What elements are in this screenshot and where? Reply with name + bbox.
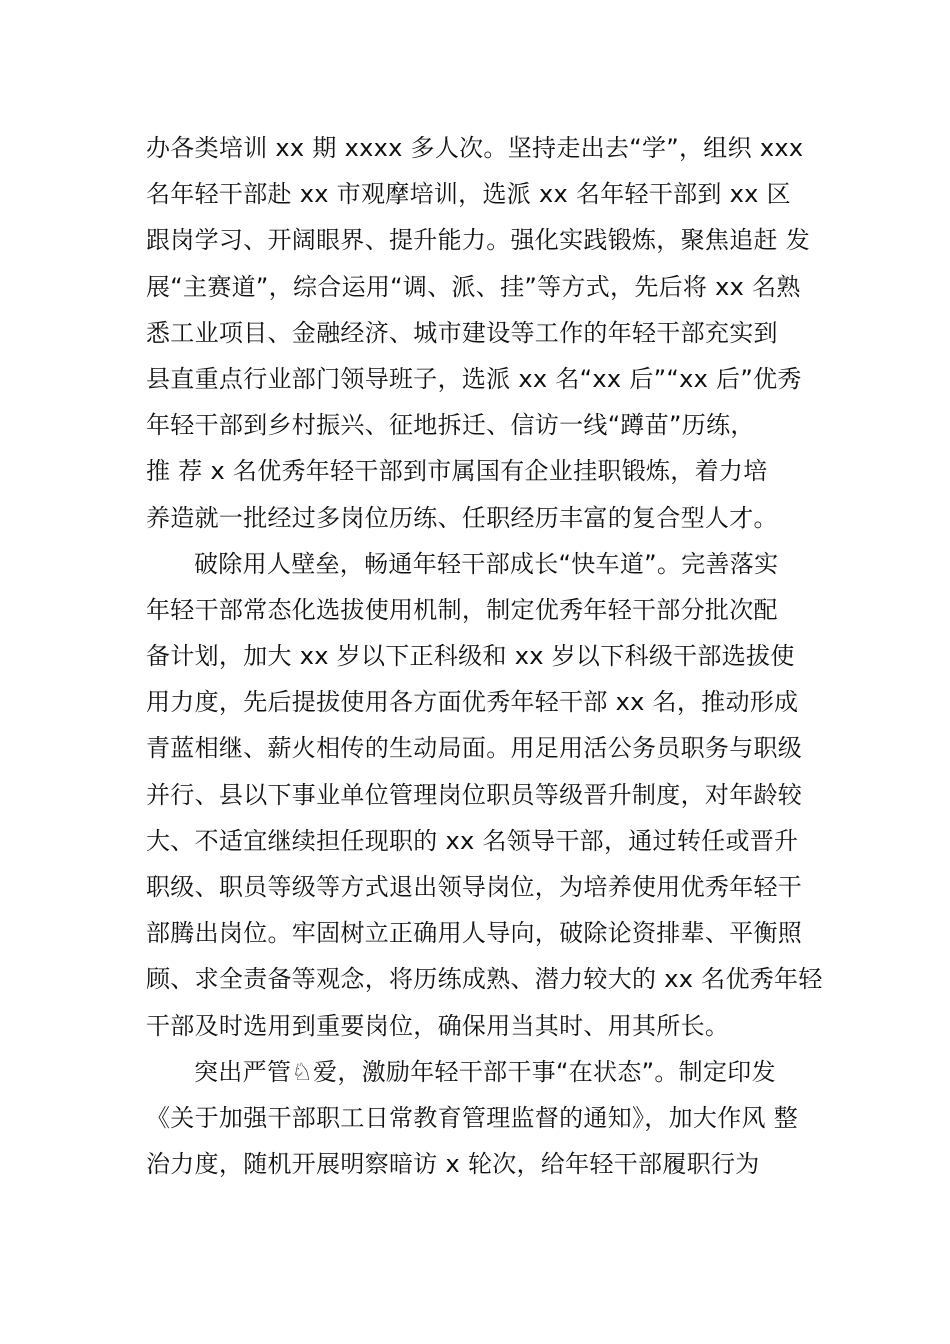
paragraph-2	[146, 541, 823, 1049]
text-line: 备计划，加大 xx 岁以下正科级和 xx 岁以下科级干部选拔使	[146, 642, 795, 671]
text-line: 《关于加强干部职工日常教育管理监督的通知》，加大作风 整	[146, 1103, 799, 1132]
text-line: 名年轻干部赴 xx 市观摩培训，选派 xx 名年轻干部到 xx 区	[146, 180, 791, 209]
document-body	[146, 125, 823, 1187]
text-line: 干部及时选用到重要岗位，确保用当其时、用其所长。	[146, 1011, 730, 1040]
text-line: 悉工业项目、金融经济、城市建设等工作的年轻干部充实到	[146, 318, 778, 347]
text-line: 顾、求全责备等观念，将历练成熟、潜力较大的 xx 名优秀年轻	[146, 965, 823, 994]
text-line: 治力度，随机开展明察暗访 x 轮次，给年轻干部履职行为	[146, 1150, 760, 1179]
text-line: 大、不适宜继续担任现职的 xx 名领导干部，通过转任或晋升	[146, 826, 799, 855]
text-line: 用力度，先后提拔使用各方面优秀年轻干部 xx 名，推动形成	[146, 688, 799, 717]
text-line: 办各类培训 xx 期 xxxx 多人次。坚持走出去“学”，组织 xxx	[146, 134, 804, 162]
text-line: 展“主赛道”，综合运用“调、派、挂”等方式，先后将 xx 名熟	[146, 272, 801, 301]
text-line: 推 荐 x 名优秀年轻干部到市属国有企业挂职锻炼，着力培	[146, 457, 768, 486]
text-line: 年轻干部常态化选拔使用机制，制定优秀年轻干部分批次配	[146, 595, 778, 624]
paragraph-1	[146, 125, 818, 541]
text-line: 跟岗学习、开阔眼界、提升能力。强化实践锻炼，聚焦追赶 发	[146, 226, 811, 255]
text-line: 青蓝相继、薪火相传的生动局面。用足用活公务员职务与职级	[146, 734, 803, 763]
text-line: 年轻干部到乡村振兴、征地拆迁、信访一线“蹲苗”历练，	[146, 411, 755, 440]
text-line: 部腾出岗位。牢固树立正确用人导向，破除论资排辈、平衡照	[146, 919, 803, 948]
text-line: 突出严管♘爱，激励年轻干部干事“在状态”。制定印发	[194, 1057, 776, 1086]
text-line: 养造就一批经过多岗位历练、任职经历丰富的复合型人才。	[146, 503, 778, 532]
text-line: 职级、职员等级等方式退出领导岗位，为培养使用优秀年轻干	[146, 873, 803, 901]
text-line: 并行、县以下事业单位管理岗位职员等级晋升制度，对年龄较	[146, 780, 803, 809]
paragraph-3	[146, 1049, 818, 1188]
text-line: 破除用人壁垒，畅通年轻干部成长“快车道”。完善落实	[194, 549, 779, 578]
text-line: 县直重点行业部门领导班子，选派 xx 名“xx 后”“xx 后”优秀	[146, 364, 802, 393]
